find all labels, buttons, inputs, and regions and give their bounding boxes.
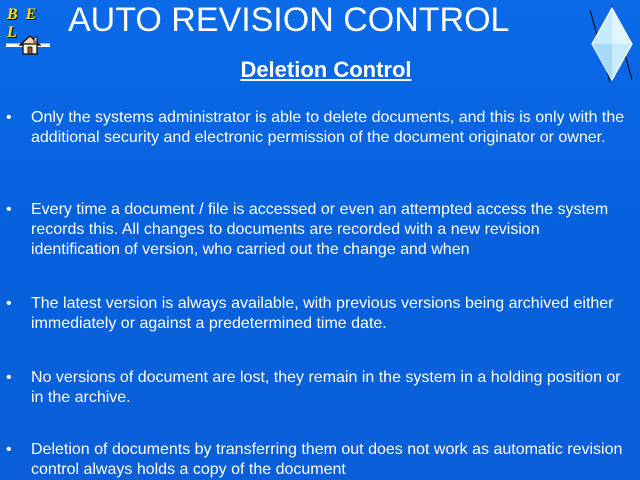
bullet-marker: • bbox=[6, 109, 12, 126]
section-subtitle: Deletion Control bbox=[240, 57, 412, 82]
bullet-marker: • bbox=[6, 441, 12, 458]
home-icon-graphic bbox=[18, 34, 42, 56]
page-title: AUTO REVISION CONTROL bbox=[68, 1, 510, 39]
bullet-text: Only the systems administrator is able to delete documents, and this is only with the additional security and electronic permission of the document originator or owner. bbox=[31, 109, 625, 146]
bullet-text: No versions of document are lost, they remain in the system in a holding position or in the archive. bbox=[31, 369, 621, 406]
bullet-marker: • bbox=[6, 201, 12, 218]
bullet-text: The latest version is always available, with previous versions being archived either immediately or against a predetermined time date. bbox=[31, 295, 614, 332]
diamond-icon bbox=[588, 4, 636, 84]
bullet-marker: • bbox=[6, 369, 12, 386]
bullet-marker: • bbox=[6, 295, 12, 312]
diamond-icon-graphic bbox=[588, 4, 636, 84]
bullet-text: Every time a document / file is accessed or even an attempted access the system records this. All changes to documents are recorded with a new revision identification of version, who carried out the change and when bbox=[31, 201, 609, 258]
home-icon[interactable] bbox=[18, 34, 42, 56]
bullet-text: Deletion of documents by transferring them out does not work as automatic revision control always holds a copy of the document bbox=[31, 441, 623, 478]
logo-text: B E L bbox=[7, 6, 39, 41]
